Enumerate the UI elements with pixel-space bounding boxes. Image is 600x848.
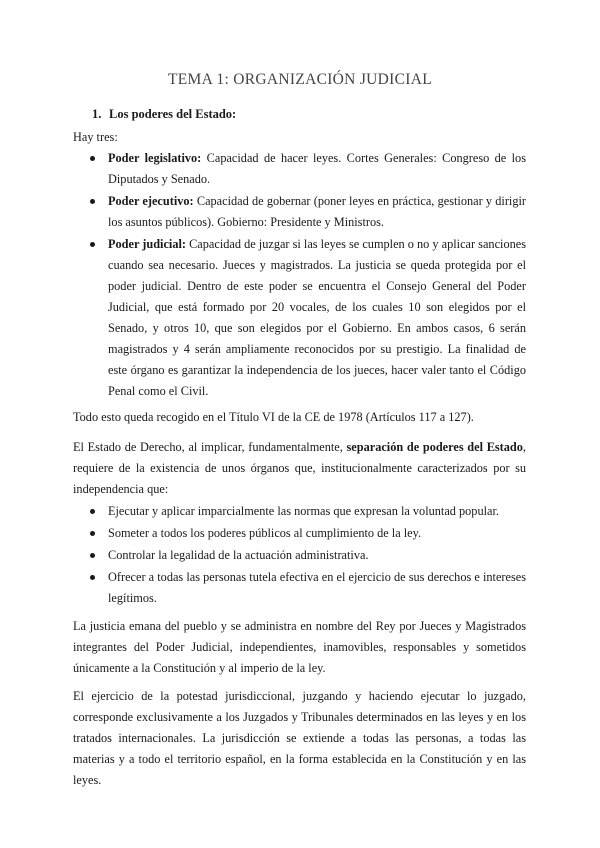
list-item [73, 545, 526, 566]
list-item [73, 567, 526, 609]
list-item [73, 501, 526, 522]
document-title: TEMA 1: ORGANIZACIÓN JUDICIAL [167, 71, 432, 88]
term-legislativo: Poder legislativo: [108, 151, 202, 165]
bullet-icon [90, 509, 95, 514]
section-heading [92, 107, 236, 122]
paragraph-titulo: Todo esto queda recogido en el Título VI de la CE de 1978 (Artículos 117 a 127). [73, 410, 474, 424]
list-item-ejecutivo [73, 191, 526, 233]
estado-text-after: , requiere de la existencia de unos órganos que, institucionalmente caracterizados por su independencia que: [73, 440, 526, 496]
term-judicial: Poder judicial: [108, 237, 187, 251]
function-text: Controlar la legalidad de la actuación administrativa. [108, 548, 369, 562]
term-ejecutivo: Poder ejecutivo: [108, 194, 194, 208]
bullet-icon [90, 575, 95, 580]
bullet-icon [90, 531, 95, 536]
desc-ejecutivo: Capacidad de gobernar (poner leyes en práctica, gestionar y dirigir los asuntos públicos). Gobierno: Presidente y Ministros. [108, 194, 526, 229]
function-text: Ejecutar y aplicar imparcialmente las normas que expresan la voluntad popular. [108, 504, 499, 518]
list-item-judicial [73, 234, 526, 402]
function-text: Someter a todos los poderes públicos al cumplimiento de la ley. [108, 526, 422, 540]
desc-legislativo: Capacidad de hacer leyes. Cortes Generales: Congreso de los Diputados y Senado. [108, 151, 526, 186]
paragraph-ejercicio: El ejercicio de la potestad jurisdiccional, juzgando y haciendo ejecutar lo juzgado, corresponde exclusivamente a los Juzgados y Tribunales determinados en las leyes y en los tratados internacionales. La jurisdicción se extiende a todas las personas, a todas las materias y a todo el territorio español, en la forma establecida en la Constitución y en las leyes. [73, 689, 526, 787]
section-intro: Hay tres: [73, 130, 118, 144]
powers-list [73, 148, 526, 403]
bullet-icon [90, 199, 95, 204]
bullet-icon [90, 553, 95, 558]
estado-text-before: El Estado de Derecho, al implicar, fundamentalmente, [73, 440, 347, 454]
list-item [73, 523, 526, 544]
bullet-icon [90, 156, 95, 161]
functions-list [73, 501, 526, 610]
paragraph-justicia: La justicia emana del pueblo y se administra en nombre del Rey por Jueces y Magistrados integrantes del Poder Judicial, independientes, inamovibles, responsables y sometidos únicamente a la Constitución y al imperio de la ley. [73, 619, 526, 675]
paragraph-estado-derecho [73, 437, 526, 500]
section-number: 1. [92, 107, 102, 121]
bullet-icon [90, 242, 95, 247]
function-text: Ofrecer a todas las personas tutela efectiva en el ejercicio de sus derechos e intereses legítimos. [108, 570, 526, 605]
estado-text-bold: separación de poderes del Estado [346, 440, 523, 454]
list-item-legislativo [73, 148, 526, 190]
section-heading-text: Los poderes del Estado: [109, 107, 237, 121]
desc-judicial: Capacidad de juzgar si las leyes se cumplen o no y aplicar sanciones cuando sea necesario. Jueces y magistrados. La justicia se queda protegida por el poder judicial. Dentro de este poder se encuentra el Consejo General del Poder Judicial, que está formado por 20 vocales, de los cuales 10 son elegidos por el Senado, y otros 10, que son elegidos por el Gobierno. En ambos casos, 6 serán magistrados y 4 serán ampliamente reconocidos por su prestigio. La finalidad de este órgano es garantizar la independencia de los jueces, hacer valer tanto el Código Penal como el Civil. [108, 237, 526, 398]
